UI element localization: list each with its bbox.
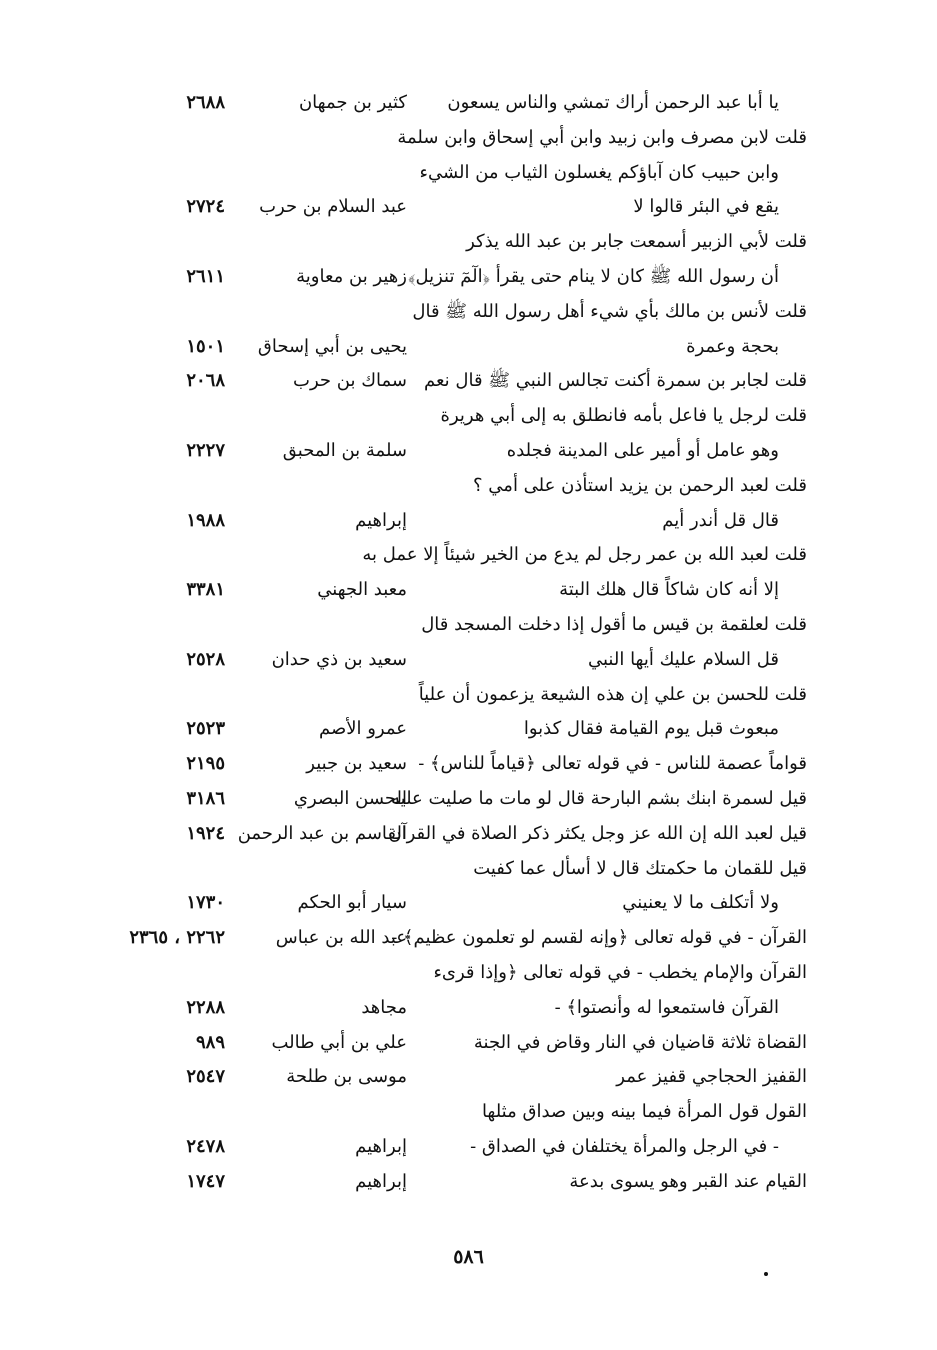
narrator-name: إبراهيم: [355, 1170, 407, 1192]
hadith-text: قلت للحسن بن علي إن هذه الشيعة يزعمون أن علياً: [418, 683, 807, 705]
index-row: [0, 1165, 937, 1200]
narrator-name: إبراهيم: [355, 1135, 407, 1157]
reference-number: ٣١٨٦: [186, 787, 225, 809]
index-row: [0, 399, 937, 434]
narrator-name: الحسن البصري: [293, 787, 407, 809]
reference-number: ٩٨٩: [195, 1031, 225, 1053]
hadith-text: القول قول المرأة فيما بينه وبين صداق مثلها: [481, 1101, 807, 1123]
hadith-text: أن رسول الله ﷺ كان لا ينام حتى يقرأ ﴿الٓمٓ تنزيل﴾: [408, 265, 779, 287]
hadith-text: - في الرجل والمرأة يختلفان في الصداق -: [470, 1135, 779, 1157]
hadith-text: قلت لعبد الله بن عمر رجل لم يدع من الخير شيئاً إلا عمل به: [362, 544, 807, 566]
index-row: [0, 643, 937, 678]
hadith-text: قلت لرجل يا فاعل بأمه فانطلق به إلى أبي هريرة: [440, 405, 807, 427]
index-row: [0, 921, 937, 956]
narrator-name: عبد السلام بن حرب: [259, 196, 407, 218]
reference-number: ١٧٣٠: [186, 892, 225, 914]
reference-number: ٢٠٦٨: [186, 370, 225, 392]
hadith-text: وابن حبيب كان آباؤكم يغسلون الثياب من الشيء: [419, 161, 779, 183]
hadith-text: القرآن والإمام يخطب - في قوله تعالى ﴿وإذا قرىء: [433, 961, 807, 983]
narrator-name: سلمة بن المحبق: [282, 439, 407, 461]
reference-number: ٢٧٢٤: [186, 196, 225, 218]
hadith-text: قيل لسمرة ابنك بشم البارحة قال لو مات ما صليت عليه: [390, 787, 807, 809]
hadith-text: ولا أتكلف ما لا يعنيني: [622, 892, 779, 914]
hadith-text: إلا أنه كان شاكاً قال هلك البتة: [559, 579, 779, 601]
hadith-text: يقع في البئر قالوا لا: [633, 196, 779, 218]
index-row: [0, 190, 937, 225]
index-row: [0, 434, 937, 469]
narrator-name: يحيى بن أبي إسحاق: [257, 335, 407, 357]
index-row: [0, 852, 937, 887]
narrator-name: سيار أبو الحكم: [297, 892, 407, 914]
index-row: [0, 156, 937, 191]
narrator-name: معبد الجهني: [317, 579, 407, 601]
narrator-name: عمرو الأصم: [318, 718, 407, 740]
narrator-name: علي بن أبي طالب: [271, 1031, 407, 1053]
index-row: [0, 747, 937, 782]
reference-number: ٢٢٨٨: [186, 996, 225, 1018]
index-row: [0, 712, 937, 747]
index-row: [0, 225, 937, 260]
index-row: [0, 678, 937, 713]
reference-number: ٢١٩٥: [186, 753, 225, 775]
index-row: [0, 330, 937, 365]
narrator-name: عبد الله بن عباس: [275, 927, 407, 949]
reference-number: ٢٢٢٧: [186, 439, 225, 461]
hadith-text: قل السلام عليك أيها النبي: [588, 648, 779, 670]
hadith-text: قلت لعبد الرحمن بن يزيد استأذن على أمي ؟: [473, 474, 807, 496]
narrator-name: القاسم بن عبد الرحمن: [237, 822, 407, 844]
reference-number: ٣٣٨١: [186, 579, 225, 601]
hadith-text: قيل لعبد الله إن الله عز وجل يكثر ذكر الصلاة في القرآن: [388, 822, 807, 844]
narrator-name: زهير بن معاوية: [296, 265, 407, 287]
index-rows: [0, 86, 937, 1200]
index-row: [0, 538, 937, 573]
index-row: [0, 364, 937, 399]
hadith-text: قلت لأنس بن مالك بأي شيء أهل رسول الله ﷺ قال: [412, 300, 807, 322]
reference-number: ١٩٨٨: [186, 509, 225, 531]
hadith-text: قلت لأبي الزبير أسمعت جابر بن عبد الله يذكر: [466, 231, 807, 253]
hadith-text: قيل للقمان ما حكمتك قال لا أسأل عما كفيت: [473, 857, 807, 879]
hadith-text: قلت لابن مصرف وابن زبيد وابن أبي إسحاق وابن سلمة: [397, 126, 807, 148]
hadith-text: القضاة ثلاثة قاضيان في النار وقاض في الجنة: [473, 1031, 807, 1053]
narrator-name: كثير بن جمهان: [298, 92, 407, 113]
hadith-text: قلت لجابر بن سمرة أكنت تجالس النبي ﷺ قال نعم: [424, 370, 807, 392]
narrator-name: سماك بن حرب: [293, 370, 407, 392]
hadith-text: مبعوث قبل يوم القيامة فقال كذبوا: [523, 718, 779, 740]
index-row: [0, 817, 937, 852]
narrator-name: سعيد بن جبير: [306, 753, 407, 775]
hadith-text: بحجة وعمرة: [686, 335, 779, 357]
index-row: [0, 121, 937, 156]
narrator-name: موسى بن طلحة: [286, 1066, 407, 1088]
index-row: [0, 260, 937, 295]
hadith-text: قلت لعلقمة بن قيس ما أقول إذا دخلت المسجد قال: [421, 613, 807, 635]
reference-number: ١٥٠١: [186, 335, 225, 357]
reference-number: ٢٦٨٨: [186, 92, 225, 113]
index-row: [0, 469, 937, 504]
page-number: ٥٨٦: [453, 1246, 484, 1268]
index-row: [0, 608, 937, 643]
reference-number: ٢٦١١: [186, 265, 225, 287]
reference-number: ٢٢٦٢ ، ٢٣٦٥: [129, 927, 225, 949]
index-row: [0, 504, 937, 539]
reference-number: ٢٥٢٨: [186, 648, 225, 670]
index-row: [0, 991, 937, 1026]
reference-number: ١٩٢٤: [186, 822, 225, 844]
index-row: [0, 1060, 937, 1095]
reference-number: ١٧٤٧: [186, 1170, 225, 1192]
index-row: [0, 956, 937, 991]
hadith-text: وهو عامل أو أمير على المدينة فجلده: [506, 439, 779, 461]
hadith-text: يا أبا عبد الرحمن أراك تمشي والناس يسعون: [447, 92, 779, 113]
index-row: [0, 886, 937, 921]
hadith-text: القرآن - في قوله تعالى ﴿وإنه لقسم لو تعلمون عظيم﴾ -: [391, 927, 807, 949]
index-row: [0, 86, 937, 121]
index-row: [0, 295, 937, 330]
index-row: [0, 573, 937, 608]
hadith-text: القرآن فاستمعوا له وأنصتوا﴾ -: [554, 996, 779, 1018]
index-row: [0, 1095, 937, 1130]
reference-number: ٢٥٢٣: [186, 718, 225, 740]
narrator-name: مجاهد: [361, 996, 407, 1018]
hadith-text: القيام عند القبر وهو يسوى بدعة: [569, 1170, 807, 1192]
reference-number: ٢٥٤٧: [186, 1066, 225, 1088]
narrator-name: إبراهيم: [355, 509, 407, 531]
hadith-text: القفيز الحجاجي قفيز عمر: [616, 1066, 807, 1088]
index-row: [0, 1026, 937, 1061]
hadith-text: قال قل أندر أيم: [662, 509, 779, 531]
narrator-name: سعيد بن ذي حدان: [271, 648, 407, 670]
index-row: [0, 782, 937, 817]
page-dot-mark: [764, 1272, 768, 1276]
hadith-text: قواماً عصمة للناس - في قوله تعالى ﴿قياماً للناس﴾ -: [418, 753, 807, 775]
reference-number: ٢٤٧٨: [186, 1135, 225, 1157]
index-row: [0, 1130, 937, 1165]
